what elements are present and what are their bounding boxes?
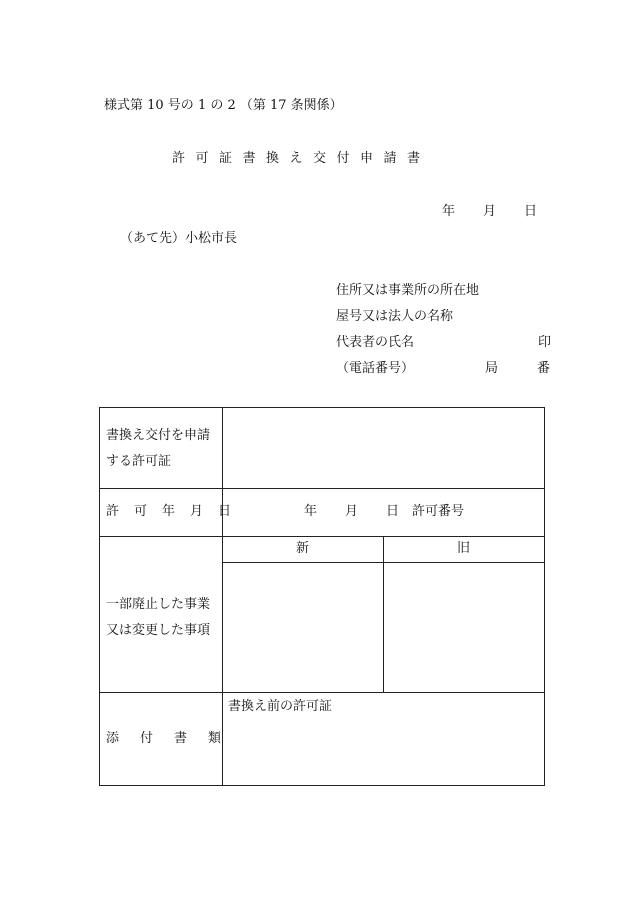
seal-mark: 印 [538, 335, 552, 350]
permit-day-label: 日 [386, 504, 400, 519]
date-day: 日 [524, 204, 538, 219]
old-content-field[interactable] [389, 568, 539, 686]
permit-number-label: 許可番号 [412, 504, 465, 519]
addressee: （あて先）小松市長 [120, 231, 238, 246]
row-divider [100, 692, 544, 693]
trade-name-label: 屋号又は法人の名称 [336, 309, 454, 324]
attachment-content: 書換え前の許可証 [228, 699, 333, 714]
row-divider [100, 536, 544, 537]
date-month: 月 [483, 204, 497, 219]
date-year: 年 [442, 204, 456, 219]
row3-label-line1: 一部廃止した事業 [106, 597, 211, 612]
phone-label: （電話番号） [336, 361, 415, 376]
new-content-field[interactable] [228, 568, 378, 686]
permit-to-reissue-field[interactable] [228, 418, 538, 480]
row3-label-line2: 又は変更した事項 [106, 623, 211, 638]
permit-month-label: 月 [345, 504, 359, 519]
permit-year-label: 年 [304, 504, 318, 519]
new-old-divider [383, 536, 384, 692]
row-divider [100, 488, 544, 489]
new-column-header: 新 [296, 541, 310, 556]
document-title: 許可証書換え交付申請書 [172, 151, 431, 166]
phone-exchange-label: 局 [485, 361, 499, 376]
attachments-label: 添 付 書 類 [106, 731, 226, 746]
address-label: 住所又は事業所の所在地 [336, 283, 480, 298]
row1-label-line1: 書換え交付を申請 [106, 428, 211, 443]
phone-number-label: 番 [537, 361, 551, 376]
old-column-header: 旧 [457, 541, 471, 556]
date-line [442, 204, 537, 220]
row1-label-line2: する許可証 [106, 454, 172, 469]
representative-label: 代表者の氏名 [336, 335, 415, 350]
form-number: 様式第 10 号の 1 の 2 （第 17 条関係） [104, 98, 343, 113]
application-table [99, 407, 545, 786]
permit-date-label: 許 可 年 月 日 [106, 504, 233, 519]
